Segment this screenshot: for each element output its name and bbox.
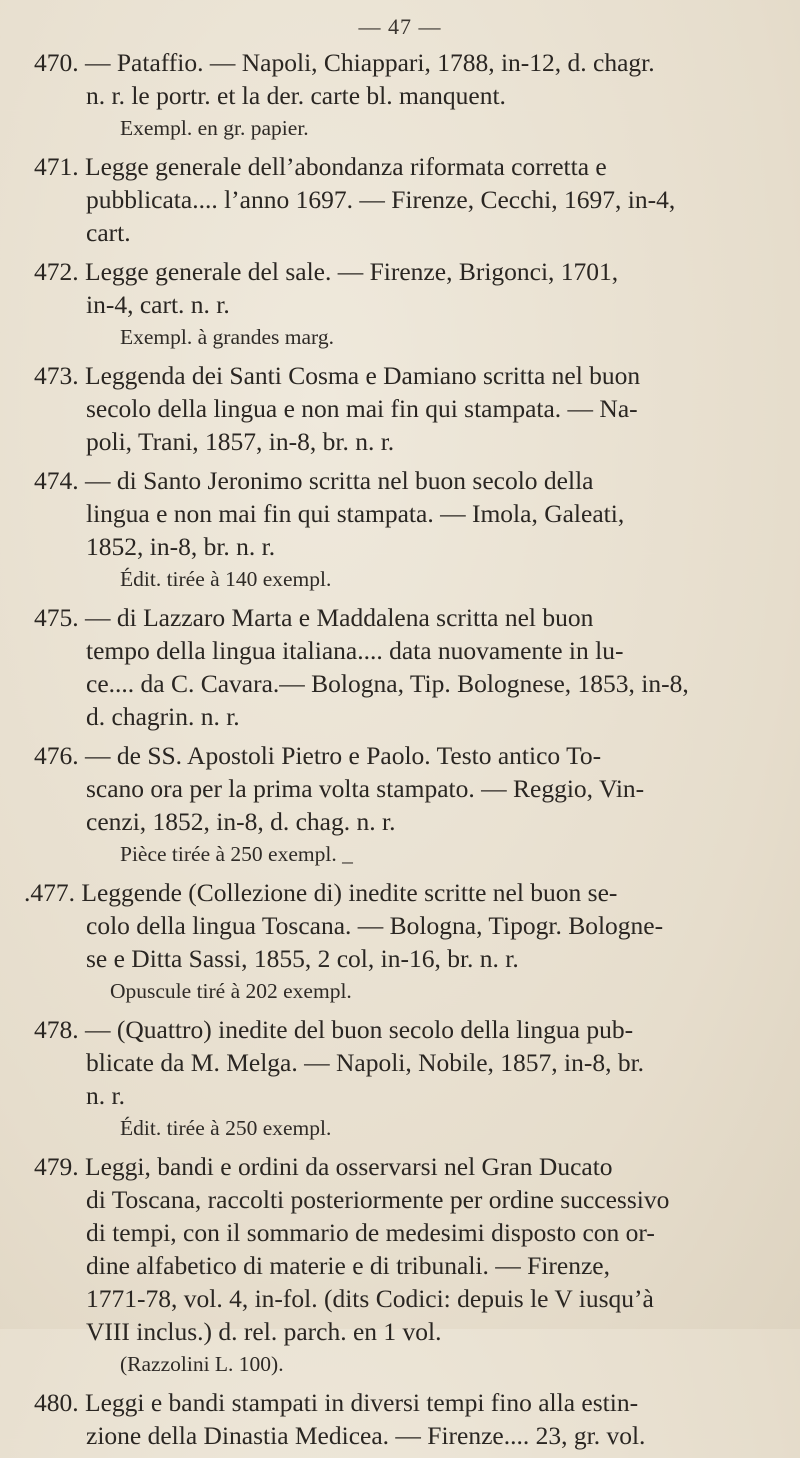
- entry-first-line: .477. Leggende (Collezione di) inedite scritte nel buon se-: [24, 878, 618, 907]
- catalog-entry: [34, 255, 780, 353]
- entry-continuation-line: colo della lingua Toscana. — Bologna, Tipogr. Bologne-: [86, 911, 664, 940]
- entry-continuation-line: zione della Dinastia Medicea. — Firenze.... 23, gr. vol.: [86, 1421, 646, 1450]
- catalog-entry: [34, 359, 780, 458]
- entry-continuation-line: lingua e non mai fin qui stampata. — Imola, Galeati,: [86, 499, 625, 528]
- entry-first-line: 474. — di Santo Jeronimo scritta nel buon secolo della: [34, 466, 594, 495]
- entry-continuation-line: di tempi, con il sommario de medesimi disposto con or-: [86, 1218, 655, 1247]
- entry-first-line: 471. Legge generale dell’abondanza riformata corretta e: [34, 152, 607, 181]
- page-number: — 47 —: [358, 14, 442, 39]
- catalog-entry: [34, 46, 780, 144]
- entry-continuation-line: blicate da M. Melga. — Napoli, Nobile, 1857, in-8, br.: [86, 1048, 645, 1077]
- entry-continuation-line: ce.... da C. Cavara.— Bologna, Tip. Bolognese, 1853, in-8,: [86, 669, 689, 698]
- entry-first-line: 478. — (Quattro) inedite del buon secolo della lingua pub-: [34, 1015, 634, 1044]
- entry-continuation-line: poli, Trani, 1857, in-8, br. n. r.: [86, 427, 395, 456]
- entry-continuation-line: n. r. le portr. et la der. carte bl. manquent.: [86, 81, 506, 110]
- entry-note: (Razzolini L. 100).: [120, 1352, 284, 1376]
- entry-continuation-line: VIII inclus.) d. rel. parch. en 1 vol.: [86, 1317, 442, 1346]
- catalog-entry: [34, 1386, 780, 1452]
- entry-continuation-line: tempo della lingua italiana.... data nuovamente in lu-: [86, 636, 624, 665]
- entry-note: Exempl. à grandes marg.: [120, 325, 334, 349]
- entry-continuation-line: cenzi, 1852, in-8, d. chag. n. r.: [86, 807, 396, 836]
- entry-note: Édit. tirée à 140 exempl.: [120, 567, 332, 591]
- entry-continuation-line: n. r.: [86, 1081, 125, 1110]
- entry-continuation-line: cart.: [86, 218, 131, 247]
- entry-first-line: 479. Leggi, bandi e ordini da osservarsi nel Gran Ducato: [34, 1152, 613, 1181]
- entry-first-line: 473. Leggenda dei Santi Cosma e Damiano scritta nel buon: [34, 361, 641, 390]
- entry-first-line: 476. — de SS. Apostoli Pietro e Paolo. Testo antico To-: [34, 741, 602, 770]
- catalog-entry: [24, 876, 780, 1007]
- entry-continuation-line: di Toscana, raccolti posteriormente per ordine successivo: [86, 1185, 670, 1214]
- entry-first-line: 472. Legge generale del sale. — Firenze, Brigonci, 1701,: [34, 257, 619, 286]
- entry-continuation-line: pubblicata.... l’anno 1697. — Firenze, Cecchi, 1697, in-4,: [86, 185, 676, 214]
- entry-continuation-line: d. chagrin. n. r.: [86, 702, 240, 731]
- catalog-entry: [34, 150, 780, 249]
- catalog-entry: [34, 739, 780, 870]
- entry-list: [24, 46, 780, 1458]
- catalog-entry: [34, 1013, 780, 1144]
- entry-continuation-line: dine alfabetico di materie e di tribunali. — Firenze,: [86, 1251, 610, 1280]
- entry-note: Exempl. en gr. papier.: [120, 116, 309, 140]
- entry-continuation-line: se e Ditta Sassi, 1855, 2 col, in-16, br. n. r.: [86, 944, 519, 973]
- entry-continuation-line: 1852, in-8, br. n. r.: [86, 532, 276, 561]
- catalog-entry: [34, 1150, 780, 1380]
- entry-continuation-line: in-4, cart. n. r.: [86, 290, 230, 319]
- entry-note: Pièce tirée à 250 exempl. _: [120, 842, 353, 866]
- entry-first-line: 470. — Pataffio. — Napoli, Chiappari, 1788, in-12, d. chagr.: [34, 48, 655, 77]
- catalog-entry: [34, 464, 780, 595]
- entry-note: Opuscule tiré à 202 exempl.: [110, 979, 352, 1003]
- entry-first-line: 475. — di Lazzaro Marta e Maddalena scritta nel buon: [34, 603, 594, 632]
- entry-continuation-line: scano ora per la prima volta stampato. — Reggio, Vin-: [86, 774, 645, 803]
- entry-first-line: 480. Leggi e bandi stampati in diversi tempi fino alla estin-: [34, 1388, 639, 1417]
- entry-note: Édit. tirée à 250 exempl.: [120, 1116, 332, 1140]
- entry-continuation-line: secolo della lingua e non mai fin qui stampata. — Na-: [86, 394, 638, 423]
- entry-continuation-line: 1771-78, vol. 4, in-fol. (dits Codici: depuis le V iusqu’à: [86, 1284, 654, 1313]
- catalog-entry: [34, 601, 780, 733]
